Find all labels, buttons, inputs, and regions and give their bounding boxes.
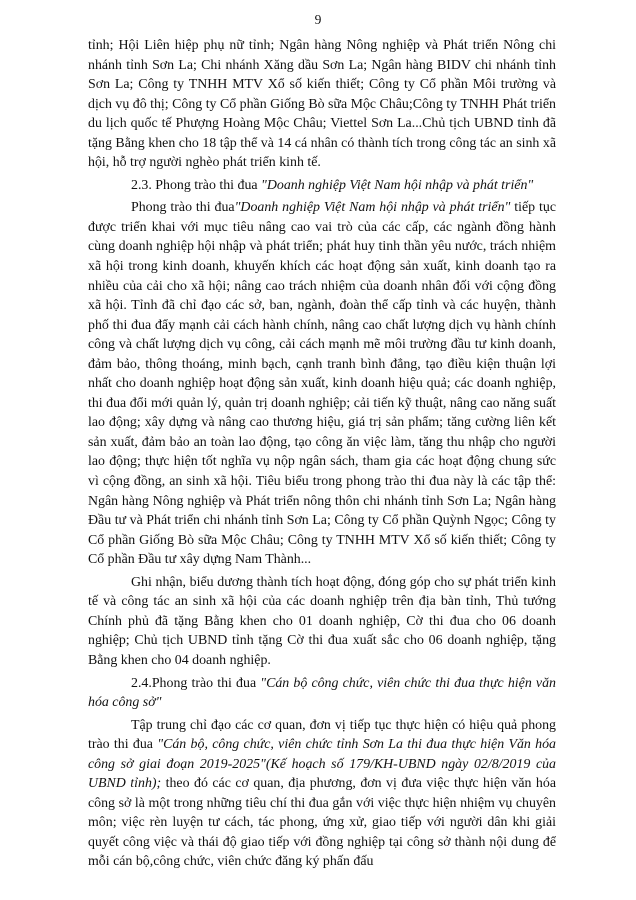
paragraph-recognition: Ghi nhận, biểu dương thành tích hoạt động, đóng góp cho sự phát triển kinh tế và công tác an sinh xã hội của các doanh nghiệp trên địa bàn tỉnh, Thủ tướng Chính phủ đã tặng Bằng khen cho 01 doanh nghiệp, Cờ thi đua cho 06 doanh nghiệp; Chủ tịch UBND tỉnh tặng Cờ thi đua xuất sắc cho 06 doanh nghiệp, tặng Bằng khen cho 04 doanh nghiệp. <box>88 574 556 668</box>
paragraph-business-movement-prefix: Phong trào thi đua <box>131 200 235 216</box>
paragraph-office-culture-quote: "Cán bộ, công chức, viên chức tỉnh Sơn La thi đua thực hiện Văn hóa công sở giai đoạn 2019-2025"(Kế hoạch số 179/KH-UBND ngày 02/8/2019 của UBND tỉnh); <box>88 737 556 792</box>
page-number: 9 <box>314 12 322 27</box>
paragraph-business-movement-text: tiếp tục được triển khai với mục tiêu nâng cao vai trò của các cấp, các ngành đồng hành cùng doanh nghiệp hội nhập và phát triển; phát huy tinh thần yêu nước, trách nhiệm xã hội trong kinh doanh, khuyến khích các hoạt động sản xuất, kinh doanh tạo ra nhiều của cải cho xã hội; nâng cao trách nhiệm của doanh nhân đối với cộng đồng xã hội. Tỉnh đã chỉ đạo các sở, ban, ngành, đoàn thể cấp tỉnh và các huyện, thành phố thi đua đẩy mạnh cải cách hành chính, nâng cao chất lượng dịch vụ hành chính công và chất lượng dịch vụ công, cải cách mạnh mẽ môi trường đầu tư kinh doanh, đảm bảo, thông thoáng, minh bạch, cạnh tranh bình đẳng, tạo điều kiện thuận lợi nhất cho doanh nghiệp hoạt động sản xuất, kinh doanh hiệu quả; các doanh nghiệp, thi đua đổi mới quản lý, quản trị doanh nghiệp; cải tiến kỹ thuật, nâng cao năng suất lao động; xây dựng và nâng cao thương hiệu, giá trị sản phẩm; tăng cường liên kết sản xuất, đảm bảo an toàn lao động, tạo công ăn việc làm, tăng thu nhập cho người lao động; thực hiện tốt nghĩa vụ nộp ngân sách, tham gia các hoạt động chung sức vì cộng đồng, an sinh xã hội. Tiêu biểu trong phong trào thi đua này là các tập thể: Ngân hàng Nông nghiệp và Phát triển nông thôn chi nhánh tỉnh Sơn La; Ngân hàng Đầu tư và Phát triển chi nhánh tỉnh Sơn La; Công ty Cổ phần Quỳnh Ngọc; Công ty Cổ phần Giống Bò sữa Mộc Châu; Công ty TNHH MTV Xổ số kiến thiết; Công ty Cổ phần Đầu tư xây dựng Nam Thành... <box>88 200 556 568</box>
paragraph-business-movement-quote: "Doanh nghiệp Việt Nam hội nhập và phát triển" <box>234 200 511 216</box>
page-body <box>88 36 556 875</box>
section-heading-2-4 <box>88 674 556 713</box>
paragraph-business-movement <box>88 198 556 569</box>
paragraph-office-culture <box>88 716 556 872</box>
section-heading-2-3-prefix: 2.3. Phong trào thi đua <box>131 177 262 193</box>
section-heading-2-4-title: "Cán bộ công chức, viên chức thi đua thực hiện văn hóa công sở" <box>88 675 556 711</box>
paragraph-office-culture-text: theo đó các cơ quan, địa phương, đơn vị đưa việc thực hiện văn hóa công sở là một trong những tiêu chí thi đua gắn với việc thực hiện nhiệm vụ chuyên môn; việc rèn luyện tư cách, tác phong, ứng xử, giao tiếp với người dân khi giải quyết công việc và thái độ giao tiếp với đồng nghiệp tại công sở thành nội dung để mỗi cán bộ,công chức, viên chức đăng ký phấn đấu <box>88 776 556 870</box>
section-heading-2-3-title: "Doanh nghiệp Việt Nam hội nhập và phát triển" <box>261 177 534 193</box>
paragraph-office-culture-prefix: Tập trung chỉ đạo các cơ quan, đơn vị tiếp tục thực hiện có hiệu quả phong trào thi đua <box>88 717 556 753</box>
section-heading-2-4-prefix: 2.4.Phong trào thi đua <box>131 675 261 691</box>
paragraph-continuation: tỉnh; Hội Liên hiệp phụ nữ tỉnh; Ngân hàng Nông nghiệp và Phát triển Nông chi nhánh tỉnh Sơn La; Chi nhánh Xăng dầu Sơn La; Ngân hàng BIDV chi nhánh tỉnh Sơn La; Công ty TNHH MTV Xổ số kiến thiết; Công ty Cổ phần Môi trường và dịch vụ đô thị; Công ty Cổ phần Giống Bò sữa Mộc Châu;Công ty TNHH Phát triển du lịch quốc tế Phượng Hoàng Mộc Châu; Viettel Sơn La...Chủ tịch UBND tỉnh đã tặng Bằng khen cho 18 tập thể và 14 cá nhân có thành tích trong công tác an sinh xã hội, hỗ trợ người nghèo phát triển kinh tế. <box>88 38 556 171</box>
section-heading-2-3 <box>88 176 556 196</box>
